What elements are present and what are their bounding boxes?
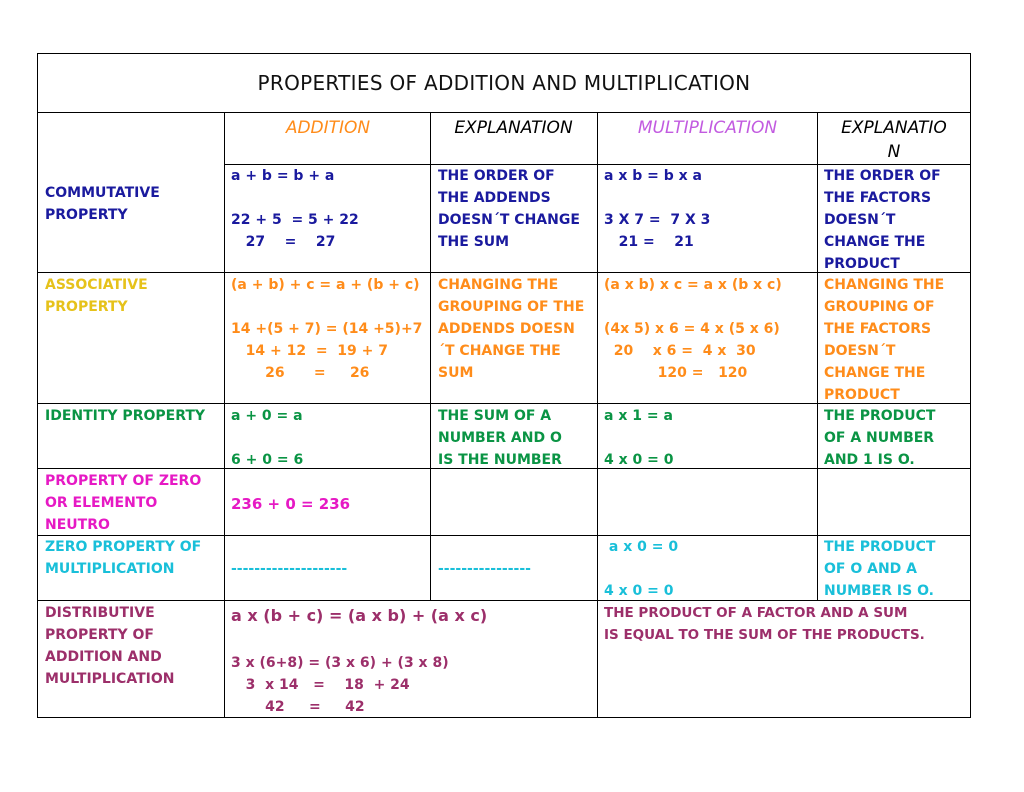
text-line: (4x 5) x 6 = 4 x (5 x 6) [604,321,780,337]
text-line: THE PRODUCT OF A FACTOR AND A SUM [604,605,908,621]
column-divider [430,112,431,600]
zero-multiplication-addition [231,558,427,580]
text-line: THE FACTORS [824,321,932,337]
text-line: a x 0 = 0 [604,539,679,555]
text-line: 3 x 14 = 18 + 24 [231,677,410,693]
commutative-multiplication-explanation [824,165,969,275]
text-line: DOESN´T [824,212,896,228]
text-line: THE ORDER OF [824,168,941,184]
commutative-multiplication [604,165,816,253]
text-line: DOESN´T CHANGE [438,212,580,228]
text-line: PRODUCT [824,256,900,272]
header-line: N [887,142,901,162]
distributive-explanation [604,602,969,646]
header-multiplication: MULTIPLICATION [637,118,778,138]
commutative-addition-explanation [438,165,596,253]
text-line: DOESN´T [824,343,896,359]
text-line: NUMBER AND O [438,430,562,446]
zero-multiplication-multiplication [604,536,816,602]
text-line: 27 = 27 [231,234,336,250]
zero-multiplication-name [45,536,221,580]
text-line: CHANGING THE [824,277,945,293]
text-line: ADDENDS DOESN [438,321,575,337]
identity-multiplication [604,405,816,471]
text-line: 4 x 0 = 0 [604,452,674,468]
identity-name [45,405,221,427]
text-line: CHANGE THE [824,234,926,250]
text-line: ZERO PROPERTY OF [45,539,202,555]
text-line [604,427,816,449]
text-line [604,296,816,318]
column-divider [224,112,225,718]
distributive-example [231,652,595,718]
text-line: MULTIPLICATION [45,671,175,687]
text-line: THE SUM OF A [438,408,552,424]
text-line: THE PRODUCT [824,539,936,555]
text-line: a x b = b x a [604,168,702,184]
text-line: CHANGE THE [824,365,926,381]
text-line: IS EQUAL TO THE SUM OF THE PRODUCTS. [604,627,925,643]
commutative-addition [231,165,427,253]
text-line: ´T CHANGE THE [438,343,561,359]
text-line: 14 + 12 = 19 + 7 [231,343,388,359]
text-line: ADDITION AND [45,649,162,665]
text-line: OR ELEMENTO [45,495,158,511]
text-line: OF O AND A [824,561,917,577]
text-line: THE ADDENDS [438,190,551,206]
text-line: SUM [438,365,474,381]
associative-addition [231,274,427,384]
text-line: 42 = 42 [231,699,365,715]
identity-addition [231,405,427,471]
identity-multiplication-explanation [824,405,969,471]
associative-multiplication [604,274,816,384]
text-line: 4 x 0 = 0 [604,583,674,599]
text-line [231,296,427,318]
text-line: 21 = 21 [604,234,694,250]
text-line: a + b = b + a [231,168,335,184]
text-line: a x 1 = a [604,408,673,424]
column-divider [597,112,598,718]
text-line: 3 X 7 = 7 X 3 [604,212,711,228]
text-line: MULTIPLICATION [45,561,175,577]
text-line: THE PRODUCT [824,408,936,424]
distributive-name [45,602,221,690]
zero-elemento-name [45,470,221,536]
text-line: 14 +(5 + 7) = (14 +5)+7 [231,321,423,337]
text-line: THE FACTORS [824,190,932,206]
row-divider [37,112,971,113]
text-line: ---------------- [438,561,531,577]
text-line: 22 + 5 = 5 + 22 [231,212,359,228]
distributive-formula: a x (b + c) = (a x b) + (a x c) [231,606,488,625]
text-line: GROUPING OF THE [438,299,585,315]
text-line: COMMUTATIVE [45,185,160,201]
text-line [604,558,816,580]
text-line [231,187,427,209]
zero-multiplication-addition-explanation [438,558,596,580]
text-line: THE SUM [438,234,510,250]
text-line: 3 x (6+8) = (3 x 6) + (3 x 8) [231,655,449,671]
text-line: (a x b) x c = a x (b x c) [604,277,782,293]
zero-elemento-addition [231,493,427,515]
identity-addition-explanation [438,405,596,471]
text-line [231,427,427,449]
text-line: PROPERTY [45,299,128,315]
text-line: PROPERTY [45,207,128,223]
associative-addition-explanation [438,274,596,384]
text-line: NEUTRO [45,517,110,533]
text-line: IDENTITY PROPERTY [45,408,206,424]
text-line: PROPERTY OF ZERO [45,473,202,489]
text-line: a + 0 = a [231,408,303,424]
text-line: 6 + 0 = 6 [231,452,304,468]
text-line: 20 x 6 = 4 x 30 [604,343,756,359]
header-addition: ADDITION [285,118,371,138]
text-line [604,187,816,209]
text-line: OF A NUMBER [824,430,935,446]
text-line: -------------------- [231,561,348,577]
text-line: IS THE NUMBER [438,452,562,468]
text-line: PROPERTY OF [45,627,154,643]
text-line: ASSOCIATIVE [45,277,148,293]
text-line: (a + b) + c = a + (b + c) [231,277,420,293]
associative-multiplication-explanation [824,274,969,406]
header-line: EXPLANATIO [841,118,947,138]
column-divider [817,112,818,600]
text-line: GROUPING OF [824,299,935,315]
header-explanation: EXPLANATION [454,118,573,138]
zero-multiplication-explanation [824,536,969,602]
text-line: 236 + 0 = 236 [231,495,351,513]
text-line: CHANGING THE [438,277,559,293]
page-title: PROPERTIES OF ADDITION AND MULTIPLICATION [257,71,751,95]
associative-name [45,274,221,318]
text-line: 120 = 120 [604,365,748,381]
text-line: NUMBER IS O. [824,583,934,599]
text-line: 26 = 26 [231,365,370,381]
text-line: THE ORDER OF [438,168,555,184]
header-explanation-2 [820,116,968,164]
text-line: AND 1 IS O. [824,452,915,468]
text-line: DISTRIBUTIVE [45,605,155,621]
commutative-name [45,182,221,226]
text-line: PRODUCT [824,387,900,403]
